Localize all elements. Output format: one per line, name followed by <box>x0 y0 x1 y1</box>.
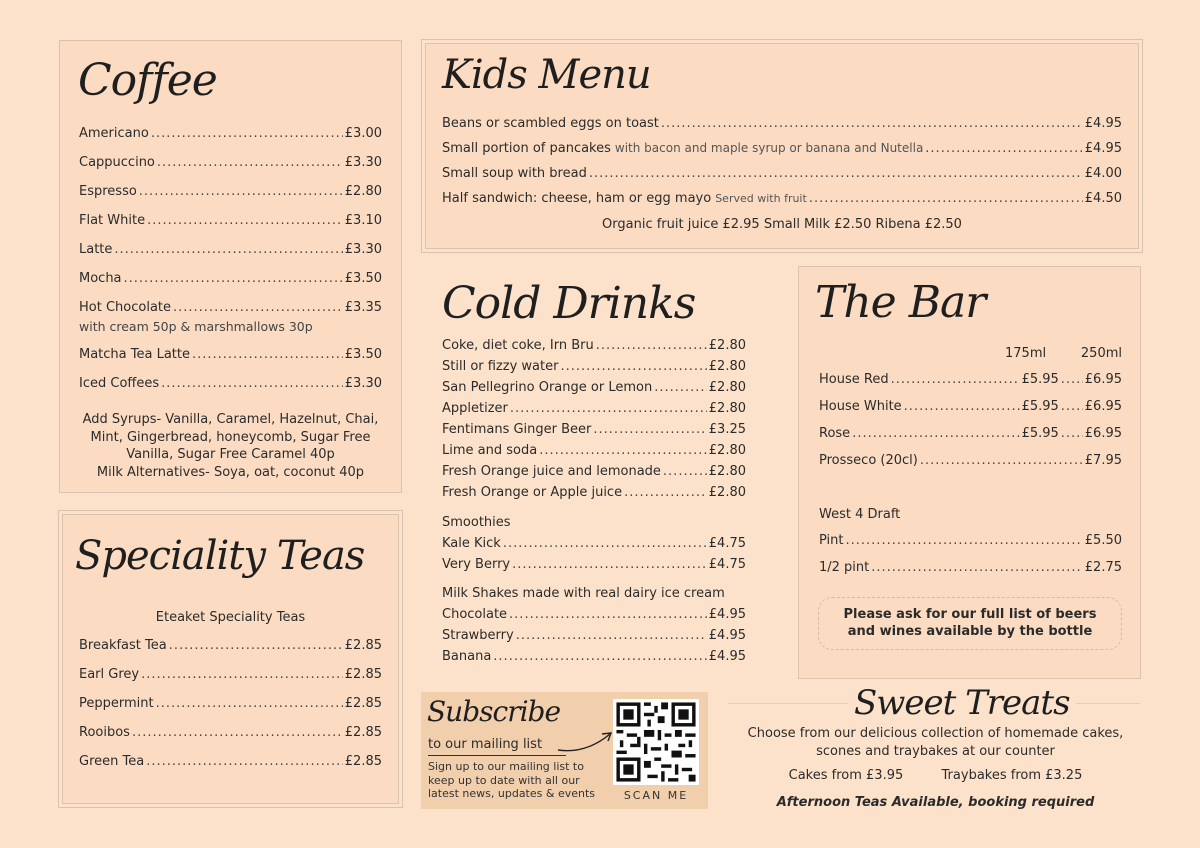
subscribe-text: Sign up to our mailing list to keep up to date with all our latest news, updates & events <box>428 760 595 800</box>
smoothies-label: Smoothies <box>442 515 511 530</box>
kids-extras: Organic fruit juice £2.95 Small Milk £2.50 Ribena £2.50 <box>602 217 962 232</box>
menu-item: House White ..... £5.95 ..... £6.95 <box>819 399 1122 414</box>
scan-me-label: SCAN ME <box>623 789 689 802</box>
menu-item: Pint ..... £5.50 <box>819 533 1122 548</box>
sweet-description: Choose from our delicious collection of homemade cakes, scones and traybakes at our counter <box>747 726 1124 759</box>
menu-item: Chocolate ..... £4.95 <box>442 607 746 622</box>
coffee-title: Coffee <box>78 55 217 106</box>
menu-item: Iced Coffees ..... £3.30 <box>79 376 382 391</box>
shakes-label: Milk Shakes made with real dairy ice cream <box>442 586 725 601</box>
arrow-icon <box>556 728 616 756</box>
menu-item: Very Berry ..... £4.75 <box>442 557 746 572</box>
menu-item: Appletizer ..... £2.80 <box>442 401 746 416</box>
bar-title: The Bar <box>815 277 986 328</box>
menu-item: Banana ..... £4.95 <box>442 649 746 664</box>
menu-item: Latte ..... £3.30 <box>79 242 382 257</box>
syrups-note: Add Syrups- Vanilla, Caramel, Hazelnut, Chai, Mint, Gingerbread, honeycomb, Sugar Free Vanilla, Sugar Free Caramel 40p Milk Alternatives- Soya, oat, coconut 40p <box>82 412 379 480</box>
sweet-prices <box>728 767 1143 785</box>
menu-item: San Pellegrino Orange or Lemon ..... £2.80 <box>442 380 746 395</box>
menu-item: Cappuccino ..... £3.30 <box>79 155 382 170</box>
qr-code[interactable] <box>613 699 699 785</box>
menu-item: Beans or scambled eggs on toast ..... £4.95 <box>442 116 1122 131</box>
menu-item: Fentimans Ginger Beer ..... £3.25 <box>442 422 746 437</box>
subscribe-subtitle: to our mailing list <box>428 737 543 752</box>
menu-item: Hot Chocolate ..... £3.35 <box>79 300 382 315</box>
menu-item: Mocha ..... £3.50 <box>79 271 382 286</box>
menu-item: Coke, diet coke, Irn Bru ..... £2.80 <box>442 338 746 353</box>
traybakes-price: Traybakes from £3.25 <box>941 768 1083 783</box>
menu-item: Rose ..... £5.95 ..... £6.95 <box>819 426 1122 441</box>
menu-item: Fresh Orange juice and lemonade ..... £2.80 <box>442 464 746 479</box>
menu-item: Strawberry ..... £4.95 <box>442 628 746 643</box>
teas-title: Speciality Teas <box>75 533 365 579</box>
cakes-price: Cakes from £3.95 <box>788 768 904 783</box>
menu-item: Earl Grey ..... £2.85 <box>79 667 382 682</box>
menu-item: Matcha Tea Latte ..... £3.50 <box>79 347 382 362</box>
menu-item: House Red ..... £5.95 ..... £6.95 <box>819 372 1122 387</box>
menu-item: Flat White ..... £3.10 <box>79 213 382 228</box>
menu-item: Lime and soda ..... £2.80 <box>442 443 746 458</box>
menu-item: Rooibos ..... £2.85 <box>79 725 382 740</box>
menu-item: Espresso ..... £2.80 <box>79 184 382 199</box>
menu-item: Fresh Orange or Apple juice ..... £2.80 <box>442 485 746 500</box>
menu-item: Small portion of pancakes with bacon and maple syrup or banana and Nutella ..... £4.95 <box>442 141 1122 156</box>
menu-item: Small soup with bread ..... £4.00 <box>442 166 1122 181</box>
sweet-title: Sweet Treats <box>848 683 1076 723</box>
teas-subtitle: Eteaket Speciality Teas <box>155 610 306 625</box>
draft-label: West 4 Draft <box>819 507 901 522</box>
hot-chocolate-note: with cream 50p & marshmallows 30p <box>79 319 313 334</box>
kids-title: Kids Menu <box>442 52 651 98</box>
menu-item: Americano ..... £3.00 <box>79 126 382 141</box>
subscribe-title: Subscribe <box>427 695 561 728</box>
afternoon-teas: Afternoon Teas Available, booking required <box>776 795 1095 810</box>
bar-notice: Please ask for our full list of beers and wines available by the bottle <box>818 597 1122 650</box>
menu-item: Breakfast Tea ..... £2.85 <box>79 638 382 653</box>
menu-item: Green Tea ..... £2.85 <box>79 754 382 769</box>
bar-size-header: 175ml 250ml <box>1005 346 1122 361</box>
qr-code-icon <box>613 699 699 785</box>
menu-item: Still or fizzy water ..... £2.80 <box>442 359 746 374</box>
cold-title: Cold Drinks <box>442 278 696 329</box>
menu-item: Half sandwich: cheese, ham or egg mayo Served with fruit ..... £4.50 <box>442 191 1122 206</box>
menu-item: 1/2 pint ..... £2.75 <box>819 560 1122 575</box>
menu-item: Peppermint ..... £2.85 <box>79 696 382 711</box>
subscribe-divider <box>428 755 566 756</box>
menu-item: Prosseco (20cl) ..... £7.95 <box>819 453 1122 468</box>
menu-item: Kale Kick ..... £4.75 <box>442 536 746 551</box>
